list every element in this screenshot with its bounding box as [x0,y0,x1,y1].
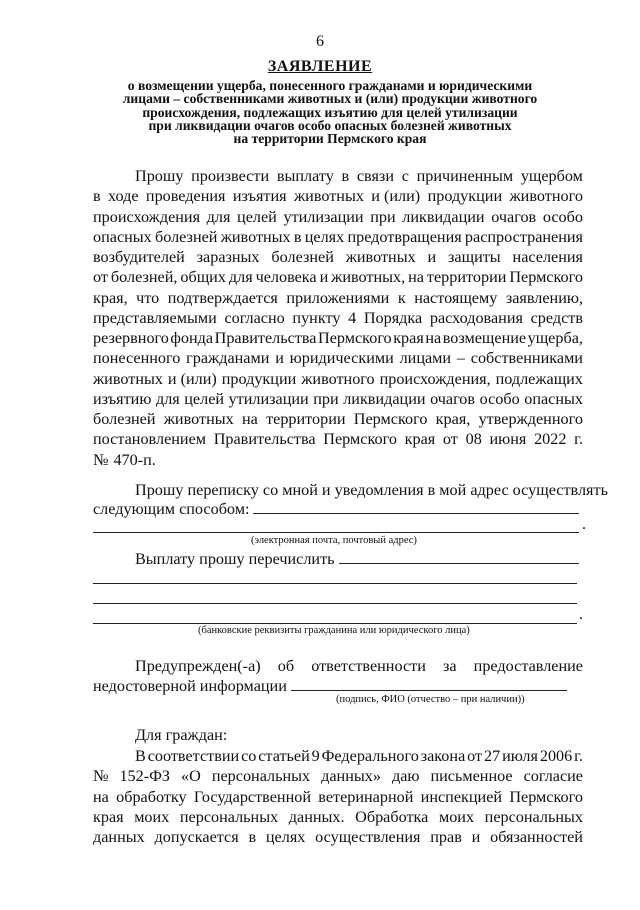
word: продукции [427,187,503,206]
payment-caption: (банковские реквизиты гражданина или юридического лица) [198,625,470,636]
word: за [442,657,457,675]
word: изъятию [93,389,152,408]
text-line [93,746,583,766]
word: происхождения, [379,369,491,388]
word: животных [93,369,163,388]
word: в [93,187,101,206]
word: утвержденного [478,410,583,428]
word: животного [301,369,375,388]
text-line [93,827,583,847]
word: Пермского [353,410,428,428]
word: животных [345,248,416,266]
text-line [93,308,583,328]
subtitle-line: происхождения, подлежащих изъятию для целей утилизации [142,104,518,120]
word: на [425,329,442,347]
word: при [313,389,339,408]
word: средств [530,308,583,327]
word: населения [512,248,583,266]
word: гражданами [186,349,270,368]
word: края [404,430,436,449]
word: данных. [288,807,345,826]
word: статьей [258,747,310,765]
word: предоставление [473,657,583,675]
word: края [393,329,424,347]
word: подтверждается [167,288,278,307]
correspondence-method-label: следующим способом: [93,500,250,518]
word: изъятия [232,187,287,206]
word: юридическими [289,349,394,368]
word: Предупрежден(-а) [135,657,261,675]
word: с [401,167,409,185]
text-line [93,348,583,368]
word: Пермского [509,268,583,287]
word: Пермского [323,430,397,449]
payment-end-dot: . [579,606,583,623]
page-number: 6 [316,33,324,50]
word: животных [293,187,364,206]
text-line [93,227,583,247]
word: моих [438,807,475,826]
word: животных [163,410,234,428]
correspondence-end-dot: . [582,516,586,533]
word: проведения [145,187,226,206]
correspondence-caption: (электронная почта, почтовый адрес) [251,535,417,546]
word: инспекцией [420,787,503,806]
word: осуществления [315,828,421,846]
correspondence-method-row [93,499,579,519]
text-line [93,166,583,186]
word: 2022 [534,430,567,449]
word: июля [502,747,538,765]
word: что [136,288,160,307]
word: «О [181,767,201,786]
word: возбудителей [93,248,185,266]
word: ликвидации [343,389,426,408]
word: 470-п. [113,450,156,469]
word: согласие [523,767,583,786]
word: при [370,207,396,226]
word: настоящему [414,288,498,307]
word: для [228,268,253,287]
word: животных, [331,268,406,287]
text-line [93,288,583,308]
word: края [93,807,124,826]
word: июня [489,430,527,449]
word: представляемыми [93,308,217,327]
word: Федерального [321,747,419,765]
word: даю [391,767,420,786]
word: и [471,828,481,846]
word: Правительства [214,329,317,347]
word: к [397,288,406,307]
word: заявлению, [505,288,583,307]
word: особо [542,207,583,226]
subtitle-line: при ликвидации очагов особо опасных болезней животных [148,117,512,133]
word: обработку [116,787,187,806]
text-line [93,766,583,786]
word: 152-ФЗ [119,767,171,786]
word: заразных [196,248,260,266]
word: собственниками [470,349,583,368]
payment-label: Выплату прошу перечислить [135,550,335,568]
word: персональных [211,767,311,786]
word: очагов [430,389,476,408]
word: края, [435,410,471,428]
word: фонда [170,329,214,347]
correspondence-paragraph [93,480,608,500]
word: от [467,747,483,765]
word: Обработка [355,807,429,826]
word: г. [574,747,583,765]
word: Прошу [135,167,184,185]
word: об [277,657,295,675]
text-line [93,207,583,227]
word: целей [184,389,225,408]
word: закона [420,747,466,765]
warning-paragraph [93,656,583,676]
correspondence-text: Прошу переписку со мной и уведомления в мой адрес осуществлять [135,481,608,499]
word: особо [479,389,520,408]
word: и [319,268,329,287]
text-line [93,328,583,348]
subtitle-line: о возмещении ущерба, понесенного гражданами и юридическими [127,78,533,93]
word: утилизации [283,207,364,226]
word: продукции [221,369,297,388]
payment-row [135,549,579,569]
word: 08 [465,430,482,449]
word: выплату [276,167,334,185]
word: на [241,410,258,428]
word: возмещение [442,329,527,347]
text-line [93,409,583,429]
word: 27 [484,747,501,765]
word: для [206,207,231,226]
signature-field[interactable] [291,676,567,691]
word: данных [93,828,145,846]
word: распространения [464,227,583,246]
word: расходования [429,308,523,327]
subtitle-line: на территории Пермского края [233,131,427,147]
word: ходе [108,187,139,206]
citizens-heading: Для граждан: [135,726,228,744]
word: понесенного [93,349,181,368]
word: происхождения [93,207,201,226]
word: 2006 [539,747,573,765]
word: Пермского [318,329,392,347]
word: целях [304,227,345,246]
word: болезней [93,410,156,428]
document-title: ЗАЯВЛЕНИЕ [267,58,373,75]
word: животных [220,227,291,246]
word: 9 [311,747,320,765]
word: согласно [224,308,285,327]
word: предотвращения [347,227,462,246]
word: на [93,787,109,806]
word: территории [426,268,507,287]
text-line [93,450,583,470]
word: со [241,747,257,765]
word: и (или) [167,369,217,388]
word: данных» [321,767,381,786]
word: животного [509,187,583,206]
word: письменное [430,767,513,786]
document-subtitle [60,79,600,145]
word: № [93,450,109,469]
word: в [341,167,350,185]
word: болезней, [110,268,178,287]
citizens-heading-line [93,725,583,745]
payment-details-field-1[interactable] [93,583,577,584]
word: очагов [491,207,537,226]
text-line [93,429,583,449]
request-paragraph [93,166,583,470]
word: и [275,349,284,368]
word: приложениями [286,288,390,307]
payment-details-field-3[interactable] [93,623,577,624]
word: ветеринарной [318,787,414,806]
word: защиты [448,248,501,266]
word: г. [574,430,583,449]
subtitle-line: лицами – собственниками животных и (или) продукции животного [122,91,538,107]
word: обязанностей [490,828,583,846]
word: и [427,248,437,266]
word: на [408,268,424,287]
word: персональных [484,807,583,826]
word: опасных [93,227,152,246]
word: от [93,268,108,287]
word: пункту [292,308,341,327]
word: края, [93,288,128,307]
word: человека [255,268,317,287]
word: утилизации [228,389,309,408]
word: от [442,430,458,449]
word: опасных [524,389,583,408]
word: болезней [154,227,218,246]
correspondence-line [93,480,608,500]
payment-field[interactable] [339,549,579,564]
word: Государственной [193,787,311,806]
word: соответствии [147,747,240,765]
word: Пермского [509,787,583,806]
word: В [135,747,146,765]
word: № [93,767,109,786]
citizens-paragraph [93,746,583,847]
text-line [93,186,583,206]
text-line [93,787,583,807]
word: ликвидации [402,207,485,226]
citizens-heading-block [93,725,583,745]
word: в [248,828,257,846]
word: 4 [348,308,357,327]
word: в [293,227,302,246]
word: постановлением [93,430,207,449]
word: – [456,349,465,368]
word: лицами [399,349,452,368]
word: подлежащих [495,369,583,388]
word: целях [265,828,306,846]
word: моих [134,807,170,826]
word: ущерба, [527,329,583,347]
word: допускается [154,828,239,846]
word: для [155,389,180,408]
text-line [93,247,583,267]
word: Порядка [363,308,423,327]
word: резервного [93,329,169,347]
word: произвести [191,167,270,185]
word: прав [430,828,462,846]
correspondence-method-field[interactable] [253,499,579,514]
word: общих [180,268,226,287]
word: ответственности [311,657,426,675]
payment-details-field-2[interactable] [93,603,577,604]
text-line [93,369,583,389]
word: территории [266,410,346,428]
signature-caption: (подпись, ФИО (отчество – при наличии)) [336,694,525,705]
word: и (или) [371,187,421,206]
text-line [93,389,583,409]
word: целей [237,207,277,226]
text-line [93,267,583,287]
word: болезней [271,248,334,266]
text-line [93,807,583,827]
warning-signature-row [93,676,567,696]
word: причиненным [416,167,514,185]
word: связи [356,167,394,185]
text-line [93,656,583,676]
correspondence-address-field[interactable] [93,532,579,533]
word: ущербом [520,167,583,185]
warning-label: недостоверной информации [93,677,287,695]
word: Правительства [213,430,316,449]
word: персональных [179,807,279,826]
